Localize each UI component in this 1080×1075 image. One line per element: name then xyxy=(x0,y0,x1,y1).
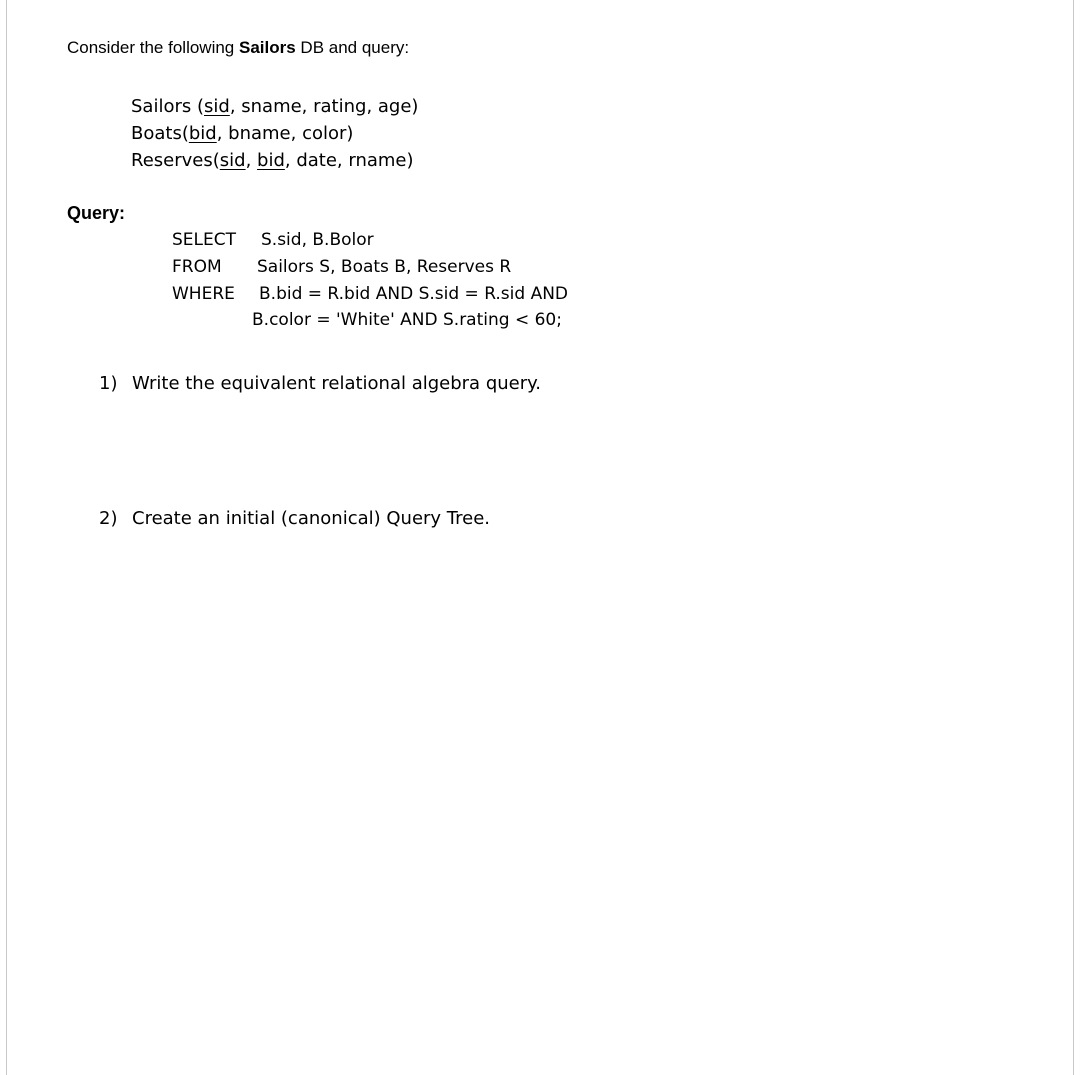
schema-sailors: Sailors (sid, sname, rating, age) xyxy=(131,96,419,117)
sql-select-line: SELECT S.sid, B.Bolor xyxy=(172,230,374,250)
sql-keyword: FROM xyxy=(172,257,222,277)
primary-key: bid xyxy=(188,123,217,144)
document-page xyxy=(6,0,1074,1075)
schema-reserves: Reserves(sid, bid, date, rname) xyxy=(131,150,414,171)
question-2: 2) Create an initial (canonical) Query Tree. xyxy=(99,508,491,529)
intro-db-name: Sailors xyxy=(238,38,296,57)
primary-key: sid xyxy=(204,96,230,117)
primary-key: bid xyxy=(257,150,285,171)
primary-key: sid xyxy=(219,150,246,171)
question-number: 1) xyxy=(99,373,118,394)
query-label: Query: xyxy=(67,203,126,223)
sql-where-line: WHERE B.bid = R.bid AND S.sid = R.sid AND xyxy=(172,284,569,304)
sql-keyword: SELECT xyxy=(172,230,236,250)
sql-where-continuation: B.color = 'White' AND S.rating < 60; xyxy=(252,310,562,330)
question-number: 2) xyxy=(99,508,118,529)
question-1: 1) Write the equivalent relational algebra query. xyxy=(99,373,541,394)
intro-text: Consider the following Sailors DB and query: xyxy=(67,38,410,57)
sql-from-line: FROM Sailors S, Boats B, Reserves R xyxy=(172,257,512,277)
schema-boats: Boats(bid, bname, color) xyxy=(131,123,354,144)
sql-keyword: WHERE xyxy=(172,284,235,304)
